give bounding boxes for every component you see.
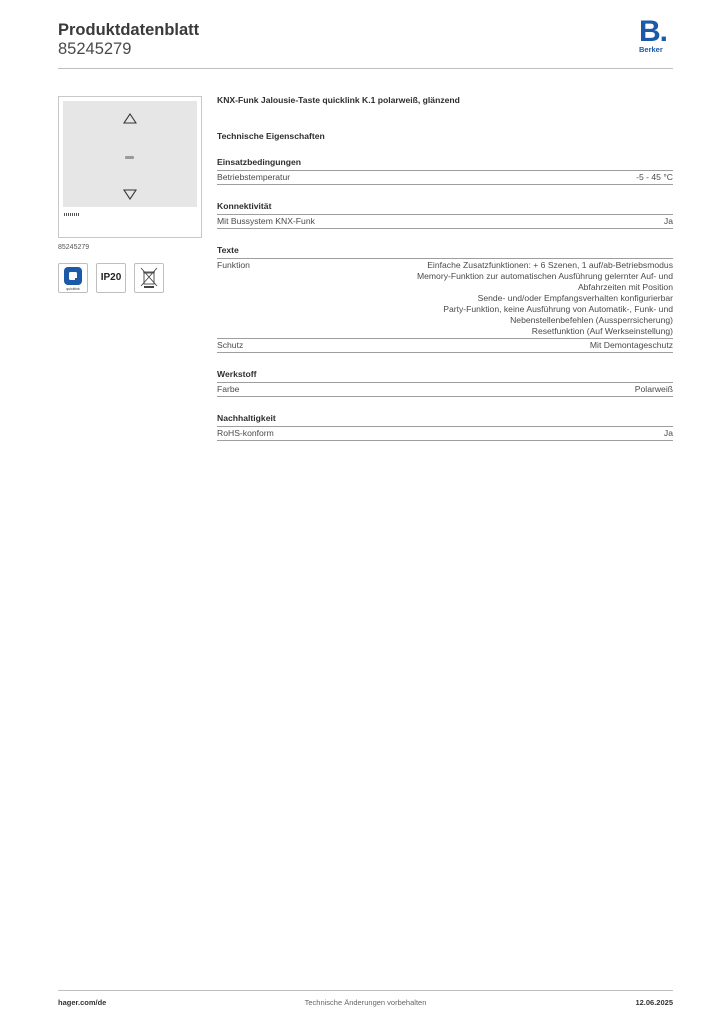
- switch-face: [63, 101, 197, 207]
- value-line: Sende- und/oder Empfangsverhalten konfigurierbar: [477, 293, 673, 303]
- document-title: Produktdatenblatt: [58, 21, 200, 39]
- property-row: [217, 259, 673, 339]
- logo-text: Berker: [639, 45, 663, 54]
- property-value: [417, 260, 673, 337]
- footer-date: 12.06.2025: [635, 998, 673, 1007]
- value-line: Einfache Zusatzfunktionen: + 6 Szenen, 1 auf/ab-Betriebsmodus: [427, 260, 673, 270]
- status-led: [125, 156, 134, 159]
- footer-website-link[interactable]: hager.com/de: [58, 998, 107, 1007]
- property-value: -5 - 45 °C: [636, 172, 673, 182]
- group-werkstoff: [217, 368, 673, 397]
- property-value: Polarweiß: [634, 384, 673, 394]
- section-heading: Technische Eigenschaften: [217, 131, 325, 141]
- product-code: 85245279: [58, 244, 90, 251]
- property-row: [217, 339, 673, 353]
- value-line: Memory-Funktion zur automatischen Ausführung gelernter Auf- und: [416, 271, 673, 281]
- group-title: Texte: [217, 244, 673, 259]
- property-label: Funktion: [217, 260, 250, 270]
- quicklink-badge: [58, 263, 88, 293]
- value-line: Party-Funktion, keine Ausführung von Automatik-, Funk- und: [443, 304, 673, 314]
- product-title: KNX-Funk Jalousie-Taste quicklink K.1 polarweiß, glänzend: [217, 95, 460, 105]
- document-number: 85245279: [58, 40, 132, 58]
- property-label: Schutz: [217, 340, 244, 350]
- property-value: Ja: [663, 216, 673, 226]
- down-triangle-icon: [123, 189, 137, 200]
- page-header: [58, 15, 673, 58]
- footer-disclaimer: Technische Änderungen vorbehalten: [304, 998, 427, 1007]
- property-label: Farbe: [217, 384, 240, 394]
- group-title: Konnektivität: [217, 200, 673, 215]
- weee-bin-icon: [135, 264, 163, 292]
- footer-divider: [58, 990, 673, 991]
- value-line: Resetfunktion (Auf Werkseinstellung): [531, 326, 673, 336]
- product-image: [58, 96, 202, 238]
- property-label: Betriebstemperatur: [217, 172, 291, 182]
- weee-badge: [134, 263, 164, 293]
- group-nachhaltigkeit: [217, 412, 673, 441]
- group-konnektivitaet: [217, 200, 673, 229]
- value-line: Abfahrzeiten mit Position: [577, 282, 673, 292]
- group-title: Nachhaltigkeit: [217, 412, 673, 427]
- group-texte: [217, 244, 673, 353]
- quicklink-label: quicklink: [66, 287, 80, 291]
- group-title: Werkstoff: [217, 368, 673, 383]
- up-triangle-icon: [123, 113, 137, 124]
- group-einsatzbedingungen: [217, 156, 673, 185]
- property-label: RoHS-konform: [217, 428, 274, 438]
- logo-letter: B: [639, 15, 660, 48]
- berker-logo: B. Berker: [639, 20, 673, 54]
- property-row: [217, 427, 673, 441]
- quicklink-icon: [59, 264, 87, 292]
- property-value: Ja: [663, 428, 673, 438]
- value-line: Nebenstellenbefehlen (Aussperrsicherung): [510, 315, 673, 325]
- brand-mark: [64, 213, 80, 216]
- group-title: Einsatzbedingungen: [217, 156, 673, 171]
- property-value: Mit Demontageschutz: [589, 340, 673, 350]
- header-divider: [58, 68, 673, 69]
- property-row: [217, 215, 673, 229]
- ip20-badge: IP20: [96, 263, 126, 293]
- product-details: [217, 95, 673, 456]
- property-row: [217, 171, 673, 185]
- property-row: [217, 383, 673, 397]
- property-label: Mit Bussystem KNX-Funk: [217, 216, 315, 226]
